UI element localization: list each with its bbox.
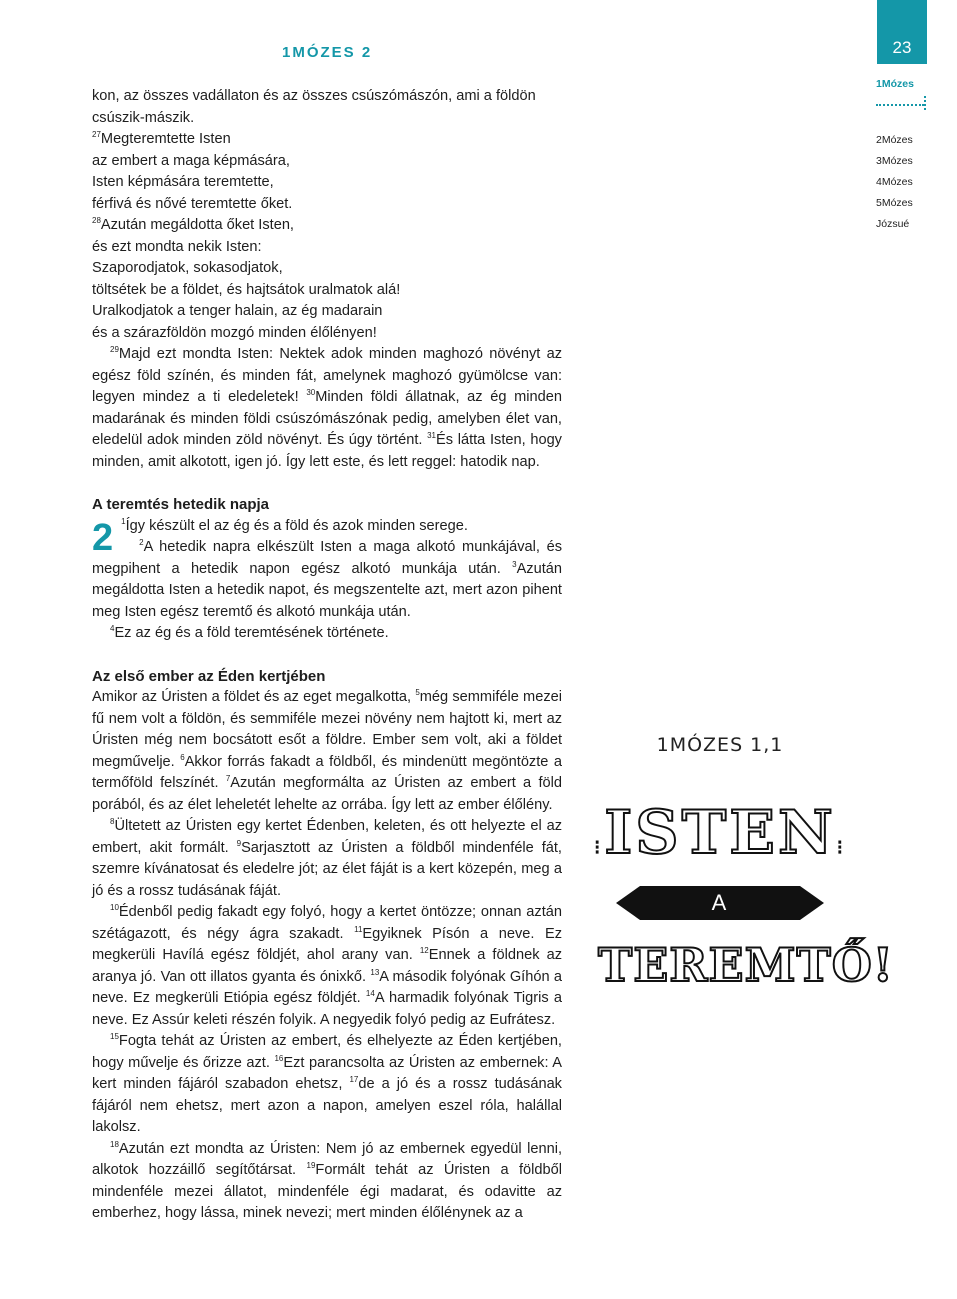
verse-text: Így készült el az ég és a föld és azok minden serege. [125, 517, 468, 534]
verse-number: 27 [92, 130, 101, 140]
verse-number: 28 [92, 216, 101, 226]
verse-number: 19 [306, 1161, 316, 1171]
sparkle-left-icon: ⁝ [594, 835, 604, 859]
verse-number: 18 [110, 1139, 119, 1149]
verse-text: Fogta tehát az Úristen az embert, és elhelyezte az Éden kertjében, hogy művelje és őrizze azt. [92, 1033, 562, 1071]
verse-number: 12 [419, 946, 429, 956]
verse-text: Egyiknek Písón a neve. Ez megkerüli Havílá egész földjét, ahol arany van. [92, 925, 562, 963]
book-nav-item-4mozes[interactable]: 4Mózes [876, 176, 913, 188]
verse-number: 6 [180, 752, 185, 762]
verse-art-illustration [594, 734, 894, 992]
poetry-line: az embert a maga képmására, [92, 152, 290, 169]
verse-text: Ez az ég és a föld teremtésének története. [114, 625, 389, 641]
page-number: 23 [892, 38, 912, 57]
poetry-line: Szaporodjatok, sokasodjatok, [92, 260, 283, 276]
art-banner-text: A [711, 890, 729, 915]
verse-text: A második folyónak Gíhón a neve. Ez megkerüli Etiópia egész földjét. [92, 968, 562, 1006]
paragraph-verses-29-31 [92, 344, 562, 473]
paragraph [92, 902, 562, 1031]
poetry-line [92, 215, 562, 237]
art-reference: 1MÓZES 1,1 [656, 734, 784, 756]
verse-text: Ezt parancsolta az Úristen az embernek: A kert minden fájáról szabadon ehetsz, [92, 1054, 562, 1092]
verse-number: 10 [110, 903, 119, 913]
art-word-teremto: TEREMTŐ! [598, 938, 894, 992]
art-word-isten-text: ISTEN [604, 798, 836, 868]
verse-number: 14 [365, 989, 375, 999]
verse-text: de a jó és a rossz tudásának fájáról nem ehetsz, mert azon a napon, amelyen eszel róla, halállal lakolsz. [92, 1076, 562, 1135]
verse-text: Azután ezt mondta az Úristen: Nem jó az embernek egyedül lenni, alkotok hozzáillő segítőtársat. [92, 1140, 562, 1178]
text-line: csúszik-mászik. [92, 109, 195, 126]
page-number-tab [877, 0, 927, 64]
poetry-line: Uralkodjatok a tenger halain, az ég madarain [92, 303, 383, 319]
verse-number: 30 [306, 388, 316, 398]
main-text-column [92, 86, 562, 1225]
verse-text: Minden földi állatnak, az ég minden madarának és minden földi csúszómászónak pedig, amelyben élet van, eledelül adok minden zöld növényt. És úgy történt. [92, 389, 562, 448]
verse-text: Akkor forrás fakadt a földből, és mindenütt megöntözte a termőföld felszínét. [92, 753, 563, 791]
paragraph [92, 537, 562, 623]
verse-number: 4 [110, 624, 115, 634]
art-word-isten [594, 798, 846, 868]
verse-text: Ennek a földnek az aranya jó. Van ott illatos gyanta és ónixkő. [92, 947, 562, 985]
verse-text: A hetedik napra elkészült Isten a maga alkotó munkájával, és megpihent a hetedik napon egész alkotó munkája után. [92, 539, 562, 577]
verse-number: 15 [110, 1032, 119, 1042]
chapter-2-block [92, 516, 562, 645]
book-nav-divider [876, 94, 924, 106]
verse-number: 7 [225, 774, 231, 784]
poetry-line [92, 129, 562, 151]
book-nav-item-3mozes[interactable]: 3Mózes [876, 155, 913, 167]
paragraph [92, 1139, 562, 1225]
verse-text: Formált tehát az Úristen a földből mindenféle mezei állatot, mindenféle égi madarat, és odavitte az emberhez, hogy lássa, minek nevezi; mert minden élőlénynek az a [92, 1162, 562, 1221]
verse-text: Azután megáldotta Isten a hetedik napot, és megszentelte azt, mert azon pihent meg Isten egész teremtő és alkotó munkája után. [92, 560, 562, 620]
verse-number: 9 [236, 838, 242, 848]
verse-text: Édenből pedig fakadt egy folyó, hogy a kertet öntözze; onnan aztán szétágazott, és négy ágra szakadt. [92, 904, 562, 942]
verse-number: 1 [121, 516, 126, 526]
poetry-line: és a szárazföldön mozgó minden élőlényen! [92, 324, 377, 341]
text-line: kon, az összes vadállaton és az összes csúszómászón, ami a földön [92, 88, 536, 104]
paragraph [92, 687, 562, 816]
verse-number: 11 [354, 924, 363, 934]
text-line: Azután megáldotta őket Isten, [100, 217, 294, 233]
verse-text: Sarjasztott az Úristen a földből mindenféle fát, szemre kívánatosat és eledelre jót; az élet fáját is a kert közepén, meg a jó és a rossz tudásának fáját. [92, 839, 562, 899]
section-heading: A teremtés hetedik napja [92, 496, 270, 513]
sparkle-right-icon: ⁝ [836, 835, 846, 859]
paragraph [92, 516, 562, 538]
section-heading: Az első ember az Éden kertjében [92, 667, 326, 685]
poetry-line: férfivá és nővé teremtette őket. [92, 195, 293, 212]
paragraph [92, 1031, 562, 1139]
book-nav-item-2mozes[interactable]: 2Mózes [876, 134, 913, 146]
verse-number: 17 [349, 1075, 359, 1085]
chapter-number: 2 [92, 516, 114, 559]
book-nav [876, 78, 948, 235]
verse-number: 3 [512, 559, 517, 569]
book-nav-current[interactable]: 1Mózes [876, 78, 914, 90]
verse-text: még semmiféle mezei fű nem volt a földön, és semmiféle mezei növény nem hajtott ki, mert az Úristen még nem bocsátott esőt a földre. Ember sem volt, aki a földet megművelje. [92, 689, 562, 770]
poetry-line: Isten képmására teremtette, [92, 174, 274, 190]
verse-text: Ültetett az Úristen egy kertet Édenben, keleten, és ott helyezte el az embert, akit formált. [92, 818, 562, 856]
verse-number: 2 [139, 538, 144, 548]
text-line: Megteremtette Isten [100, 131, 231, 147]
book-nav-item-jozsue[interactable]: Józsué [876, 218, 910, 230]
book-nav-item-5mozes[interactable]: 5Mózes [876, 197, 913, 209]
verse-number: 8 [110, 817, 115, 827]
running-head: 1MÓZES 2 [282, 44, 373, 61]
art-banner [640, 886, 800, 920]
paragraph [92, 623, 562, 645]
verse-number: 29 [110, 345, 119, 355]
verse-number: 5 [415, 688, 420, 698]
verse-number: 13 [370, 967, 380, 977]
verse-number: 31 [427, 431, 437, 441]
verse-number: 16 [274, 1053, 284, 1063]
verse-text: Majd ezt mondta Isten: Nektek adok minden maghozó növényt az egész föld színén, és minden fát, amelynek maghozó gyümölcse van: legyen mindez a ti eledeletek! [92, 346, 562, 405]
paragraph [92, 816, 562, 902]
poetry-line: töltsétek be a földet, és hajtsátok uralmatok alá! [92, 281, 401, 298]
verse-text: Azután megformálta az Úristen az embert a föld porából, és az élet leheletét lehelte az orrába. Így lett az ember élőlény. [92, 775, 562, 813]
verse-text: És látta Isten, hogy minden, amit alkotott, igen jó. Így lett este, és lett reggel: hatodik nap. [92, 432, 562, 470]
poetry-line: és ezt mondta nekik Isten: [92, 238, 262, 255]
verse-text: A harmadik folyónak Tigris a neve. Ez Assúr keleti részén folyik. A negyedik folyó pedig az Eufrátesz. [92, 990, 562, 1028]
verse-text: Amikor az Úristen a földet és az eget megalkotta, [92, 689, 412, 705]
